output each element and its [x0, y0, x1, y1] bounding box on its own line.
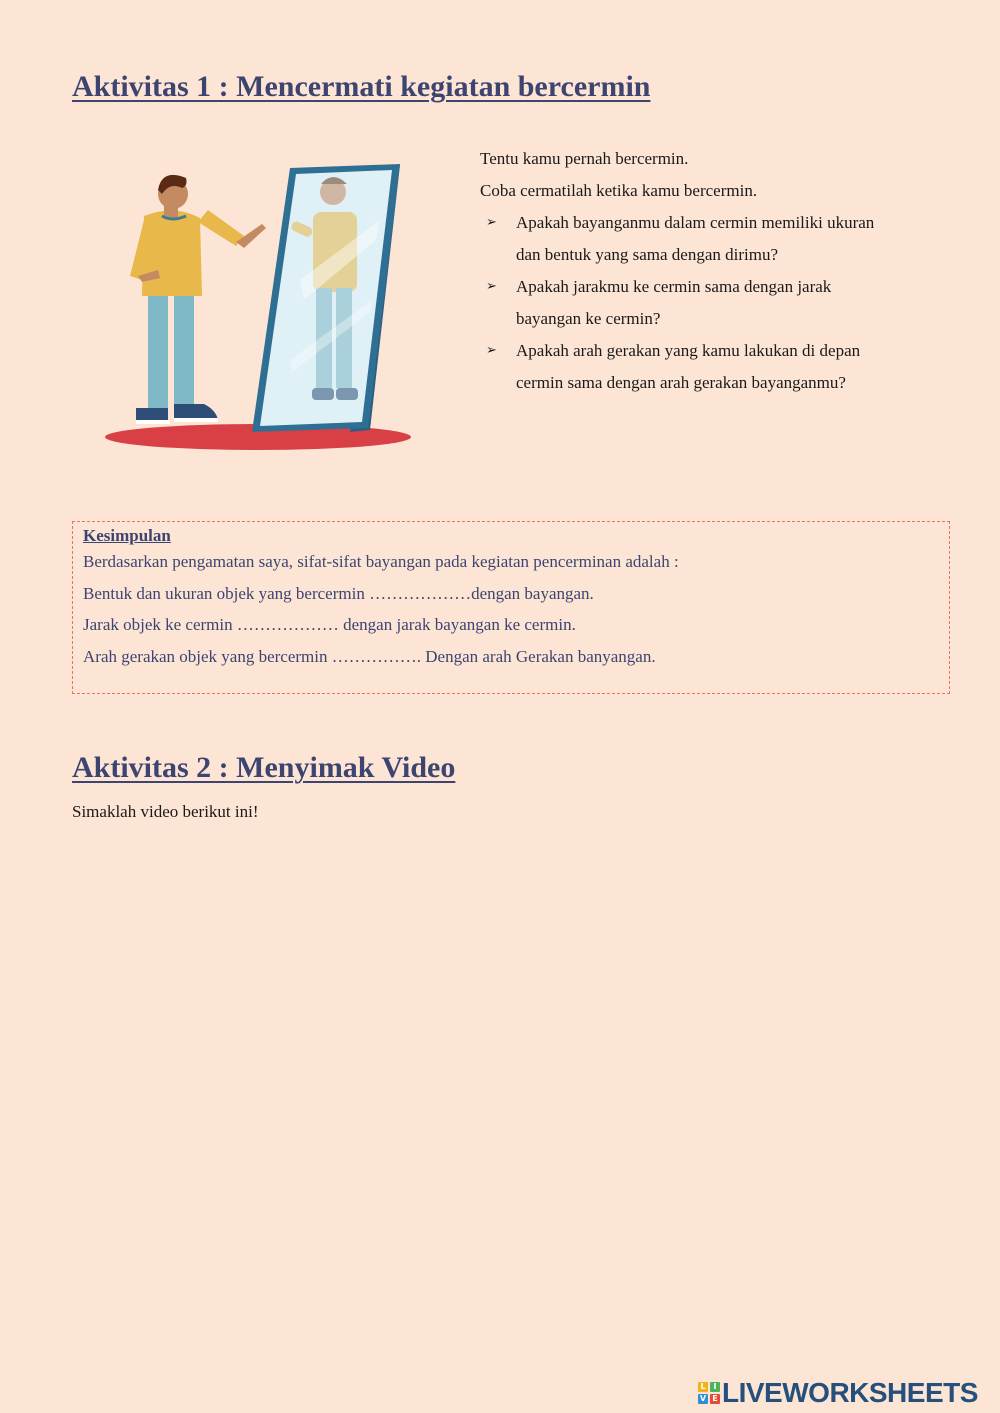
- conclusion-line: Arah gerakan objek yang bercermin ……………. Dengan arah Gerakan banyangan.: [83, 646, 656, 666]
- liveworksheets-logo[interactable]: [698, 1377, 978, 1409]
- intro-line: Coba cermatilah ketika kamu bercermin.: [480, 181, 758, 200]
- question-item: [480, 271, 920, 335]
- question-line: bayangan ke cermin?: [516, 309, 661, 328]
- conclusion-line: Bentuk dan ukuran objek yang bercermin ………………dengan bayangan.: [83, 583, 594, 603]
- person-leg-left: [148, 290, 168, 412]
- logo-letter: L: [698, 1382, 708, 1392]
- activity-2-instruction: Simaklah video berikut ini!: [72, 802, 259, 821]
- arrowhead-bullet-icon: ➢: [486, 279, 497, 294]
- logo-text: LIVEWORKSHEETS: [722, 1377, 978, 1408]
- conclusion-line: Jarak objek ke cermin ……………… dengan jarak bayangan ke cermin.: [83, 615, 576, 634]
- logo-letter: V: [699, 1394, 707, 1403]
- conclusion-title: Kesimpulan: [83, 526, 171, 545]
- question-item: [480, 335, 920, 399]
- logo-letter: I: [710, 1382, 720, 1392]
- mirror-illustration: [100, 160, 420, 460]
- arrowhead-bullet-icon: ➢: [486, 215, 497, 230]
- question-item: [480, 207, 920, 271]
- activity-1-title: Aktivitas 1 : Mencermati kegiatan bercermin: [72, 70, 651, 103]
- question-line: Apakah jarakmu ke cermin sama dengan jarak: [516, 277, 832, 296]
- person-figure: [130, 175, 266, 424]
- question-line: Apakah bayanganmu dalam cermin memiliki ukuran: [516, 213, 875, 232]
- question-line: cermin sama dengan arah gerakan bayanganmu?: [516, 373, 846, 392]
- question-list: [480, 207, 920, 399]
- question-line: dan bentuk yang sama dengan dirimu?: [516, 245, 779, 264]
- activity-2-title: Aktivitas 2 : Menyimak Video: [72, 751, 456, 784]
- arrowhead-bullet-icon: ➢: [486, 343, 497, 358]
- activity-1-intro: [480, 143, 920, 399]
- person-leg-right: [174, 290, 194, 408]
- conclusion-line: Berdasarkan pengamatan saya, sifat-sifat bayangan pada kegiatan pencerminan adalah :: [83, 552, 679, 571]
- intro-line: Tentu kamu pernah bercermin.: [480, 149, 689, 168]
- person-torso: [142, 210, 202, 296]
- question-line: Apakah arah gerakan yang kamu lakukan di depan: [516, 341, 861, 360]
- logo-letter: E: [710, 1394, 720, 1404]
- logo-icon: [698, 1382, 720, 1404]
- conclusion-box: [72, 521, 950, 694]
